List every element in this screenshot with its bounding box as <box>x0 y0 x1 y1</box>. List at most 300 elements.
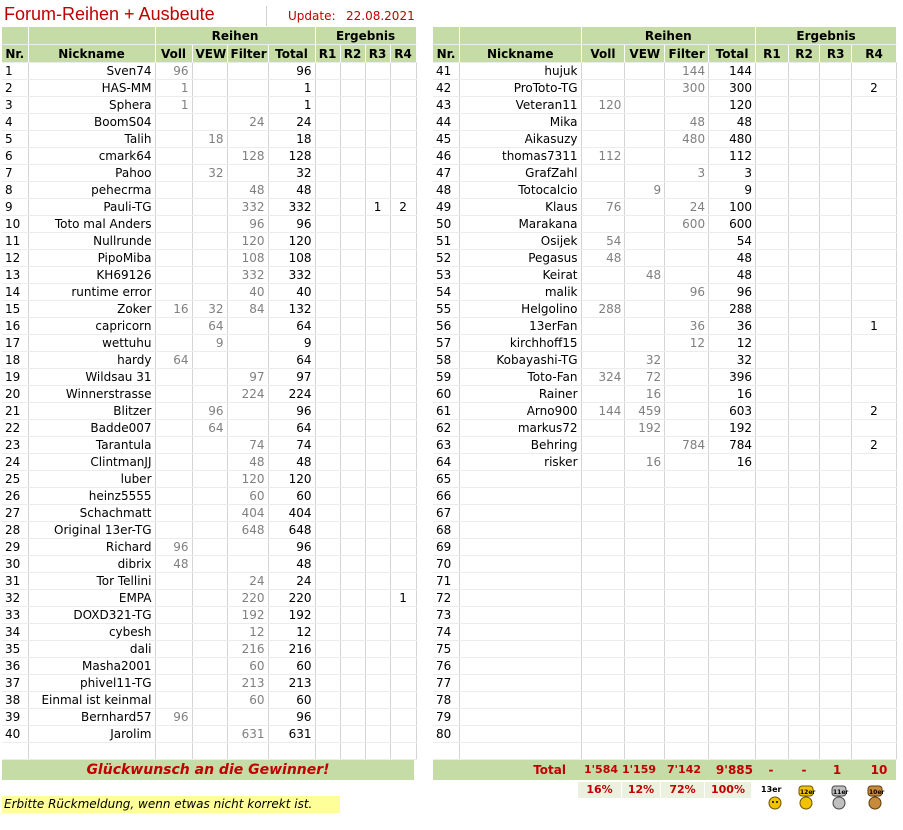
table-row <box>2 658 416 675</box>
cell-r2 <box>788 641 820 658</box>
cell-total: 128 <box>268 148 315 165</box>
cell-r1 <box>315 97 340 114</box>
cell-nick: HAS-MM <box>28 80 155 97</box>
cell-r2 <box>340 386 365 403</box>
cell-total: 3 <box>709 165 756 182</box>
cell-vew <box>625 556 665 573</box>
table-row <box>433 607 897 624</box>
cell-voll <box>155 420 192 437</box>
cell-r3 <box>365 624 390 641</box>
cell-total <box>709 709 756 726</box>
trophy-label: 11er <box>833 789 849 796</box>
cell-r3 <box>820 641 852 658</box>
cell-r3 <box>365 148 390 165</box>
total-total: 9'885 <box>715 763 753 777</box>
cell-total: 288 <box>709 301 756 318</box>
cell-voll <box>155 199 192 216</box>
cell-total: 631 <box>268 726 315 743</box>
cell-nr: 7 <box>2 165 28 182</box>
cell-r1 <box>756 199 789 216</box>
cell-total <box>709 590 756 607</box>
cell-r1 <box>315 420 340 437</box>
cell-nr: 1 <box>2 63 28 80</box>
cell-nr: 67 <box>433 505 460 522</box>
cell-r2 <box>340 471 365 488</box>
cell-r1 <box>756 726 789 743</box>
cell-filter: 12 <box>227 624 268 641</box>
cell-empty <box>433 743 460 760</box>
cell-nick: Original 13er-TG <box>28 522 155 539</box>
cell-vew <box>625 709 665 726</box>
cell-r4 <box>852 556 897 573</box>
cell-empty <box>756 743 789 760</box>
cell-r2 <box>340 352 365 369</box>
cell-r4 <box>390 318 416 335</box>
cell-voll <box>581 692 625 709</box>
cell-vew <box>192 216 227 233</box>
cell-r1 <box>315 556 340 573</box>
cell-r1 <box>756 709 789 726</box>
cell-vew <box>192 148 227 165</box>
header-blank <box>460 27 581 45</box>
cell-vew <box>192 556 227 573</box>
cell-filter <box>665 386 709 403</box>
cell-filter: 96 <box>665 284 709 301</box>
cell-r4 <box>390 505 416 522</box>
cell-r1 <box>756 131 789 148</box>
cell-filter: 120 <box>227 233 268 250</box>
table-row <box>2 505 416 522</box>
cell-total <box>709 488 756 505</box>
cell-r4 <box>390 573 416 590</box>
cell-r3 <box>820 505 852 522</box>
cell-r3 <box>820 556 852 573</box>
cell-voll <box>581 63 625 80</box>
cell-r3 <box>365 556 390 573</box>
cell-r1 <box>315 658 340 675</box>
cell-r1 <box>756 658 789 675</box>
cell-nick <box>460 556 581 573</box>
cell-filter: 220 <box>227 590 268 607</box>
cell-filter: 216 <box>227 641 268 658</box>
table-row <box>433 505 897 522</box>
cell-empty <box>268 743 315 760</box>
cell-filter <box>227 709 268 726</box>
cell-vew <box>192 539 227 556</box>
cell-r3 <box>365 114 390 131</box>
cell-total <box>709 658 756 675</box>
table-row <box>2 63 416 80</box>
cell-total: 1 <box>268 80 315 97</box>
table-row <box>433 369 897 386</box>
cell-nr: 45 <box>433 131 460 148</box>
cell-filter: 128 <box>227 148 268 165</box>
cell-voll <box>581 675 625 692</box>
cell-r4 <box>390 386 416 403</box>
table-row <box>2 216 416 233</box>
cell-voll <box>581 539 625 556</box>
header-r2: R2 <box>788 45 820 63</box>
cell-r3 <box>365 335 390 352</box>
cell-voll <box>155 641 192 658</box>
cell-voll <box>155 369 192 386</box>
cell-r4 <box>852 420 897 437</box>
table-row <box>433 335 897 352</box>
cell-nick: Mika <box>460 114 581 131</box>
cell-total: 60 <box>268 658 315 675</box>
cell-r2 <box>788 692 820 709</box>
cell-r2 <box>788 437 820 454</box>
cell-r1 <box>756 352 789 369</box>
table-row <box>433 556 897 573</box>
cell-nick: capricorn <box>28 318 155 335</box>
cell-r1 <box>756 267 789 284</box>
cell-nick: Pahoo <box>28 165 155 182</box>
cell-vew <box>625 539 665 556</box>
cell-nick: Toto-Fan <box>460 369 581 386</box>
cell-total: 112 <box>709 148 756 165</box>
cell-r2 <box>340 403 365 420</box>
cell-total: 96 <box>268 63 315 80</box>
cell-r3 <box>820 573 852 590</box>
cell-r2 <box>788 335 820 352</box>
cell-nr: 70 <box>433 556 460 573</box>
cell-r4 <box>852 573 897 590</box>
cell-nick: Masha2001 <box>28 658 155 675</box>
cell-nr: 51 <box>433 233 460 250</box>
cell-nr: 23 <box>2 437 28 454</box>
cell-nick: ProToto-TG <box>460 80 581 97</box>
cell-voll <box>155 165 192 182</box>
table-row <box>433 539 897 556</box>
cell-nr: 75 <box>433 641 460 658</box>
cell-nr: 42 <box>433 80 460 97</box>
cell-voll <box>155 182 192 199</box>
cell-filter: 600 <box>665 216 709 233</box>
cell-r1 <box>756 80 789 97</box>
cell-r3 <box>365 386 390 403</box>
cell-r2 <box>340 369 365 386</box>
cell-filter <box>665 148 709 165</box>
cell-r2 <box>788 709 820 726</box>
table-row <box>433 233 897 250</box>
cell-r1 <box>756 148 789 165</box>
cell-r3 <box>365 692 390 709</box>
table-row <box>433 726 897 743</box>
cell-vew <box>625 318 665 335</box>
cell-r1 <box>315 641 340 658</box>
cell-nr: 58 <box>433 352 460 369</box>
table-row <box>2 318 416 335</box>
table-row <box>433 97 897 114</box>
cell-nick: malik <box>460 284 581 301</box>
cell-nr: 2 <box>2 80 28 97</box>
pct-total: 100% <box>705 782 751 798</box>
cell-r1 <box>315 233 340 250</box>
cell-r4 <box>852 97 897 114</box>
cell-r1 <box>315 386 340 403</box>
table-row <box>433 454 897 471</box>
cell-nr: 78 <box>433 692 460 709</box>
cell-voll <box>581 318 625 335</box>
cell-filter: 404 <box>227 505 268 522</box>
cell-nr: 61 <box>433 403 460 420</box>
cell-r4 <box>852 386 897 403</box>
cell-voll <box>581 658 625 675</box>
cell-total: 300 <box>709 80 756 97</box>
cell-nick: wettuhu <box>28 335 155 352</box>
cell-r4 <box>390 607 416 624</box>
cell-r2 <box>788 216 820 233</box>
cell-nr: 25 <box>2 471 28 488</box>
cell-filter: 96 <box>227 216 268 233</box>
cell-filter: 480 <box>665 131 709 148</box>
cell-total <box>709 522 756 539</box>
cell-r1 <box>756 590 789 607</box>
cell-r4 <box>852 454 897 471</box>
cell-vew <box>192 199 227 216</box>
cell-vew <box>625 301 665 318</box>
cell-nr: 56 <box>433 318 460 335</box>
cell-vew <box>192 80 227 97</box>
cell-r4 <box>390 658 416 675</box>
cell-nick: Osijek <box>460 233 581 250</box>
cell-r2 <box>340 233 365 250</box>
cell-r2 <box>340 97 365 114</box>
cell-r4 <box>390 369 416 386</box>
cell-total <box>709 624 756 641</box>
cell-r2 <box>340 556 365 573</box>
table-row <box>2 709 416 726</box>
cell-nr: 60 <box>433 386 460 403</box>
cell-r1 <box>315 505 340 522</box>
cell-total: 603 <box>709 403 756 420</box>
cell-filter <box>227 352 268 369</box>
cell-r2 <box>340 63 365 80</box>
cell-filter <box>665 233 709 250</box>
cell-r2 <box>788 250 820 267</box>
cell-r4 <box>390 233 416 250</box>
cell-filter <box>665 471 709 488</box>
cell-r2 <box>340 607 365 624</box>
cell-r3 <box>820 658 852 675</box>
cell-nick: markus72 <box>460 420 581 437</box>
cell-voll <box>155 726 192 743</box>
cell-filter: 48 <box>227 454 268 471</box>
cell-filter <box>665 97 709 114</box>
cell-r2 <box>340 182 365 199</box>
cell-nr: 6 <box>2 148 28 165</box>
cell-r3 <box>365 726 390 743</box>
cell-r1 <box>315 539 340 556</box>
cell-r3 <box>820 335 852 352</box>
cell-filter: 74 <box>227 437 268 454</box>
cell-r2 <box>788 199 820 216</box>
pct-filter: 72% <box>661 782 704 798</box>
cell-nick: PipoMiba <box>28 250 155 267</box>
cell-r1 <box>756 692 789 709</box>
cell-r2 <box>788 318 820 335</box>
cell-nick: Einmal ist keinmal <box>28 692 155 709</box>
cell-r3 <box>820 80 852 97</box>
cell-voll <box>581 386 625 403</box>
cell-r3 <box>365 267 390 284</box>
cell-vew: 192 <box>625 420 665 437</box>
cell-nr: 34 <box>2 624 28 641</box>
cell-nr: 50 <box>433 216 460 233</box>
cell-voll: 48 <box>155 556 192 573</box>
total-r4: 10 <box>870 763 888 777</box>
cell-total: 18 <box>268 131 315 148</box>
cell-vew <box>625 437 665 454</box>
cell-empty <box>2 743 28 760</box>
cell-empty <box>390 743 416 760</box>
cell-r4 <box>390 352 416 369</box>
cell-nick: Bernhard57 <box>28 709 155 726</box>
cell-nick: hardy <box>28 352 155 369</box>
table-row <box>433 624 897 641</box>
cell-empty <box>665 743 709 760</box>
cell-voll <box>581 709 625 726</box>
cell-r1 <box>315 131 340 148</box>
cell-nr: 77 <box>433 675 460 692</box>
cell-r3 <box>365 658 390 675</box>
cell-r1 <box>315 63 340 80</box>
table-row <box>433 403 897 420</box>
table-row <box>2 437 416 454</box>
cell-nick: DOXD321-TG <box>28 607 155 624</box>
cell-r4 <box>390 284 416 301</box>
table-row <box>2 624 416 641</box>
cell-voll: 76 <box>581 199 625 216</box>
cell-nick <box>460 590 581 607</box>
cell-total: 60 <box>268 488 315 505</box>
cell-vew <box>192 97 227 114</box>
cell-filter <box>227 97 268 114</box>
total-r2: - <box>801 763 807 777</box>
cell-vew <box>192 454 227 471</box>
header-r2: R2 <box>340 45 365 63</box>
cell-r1 <box>756 641 789 658</box>
cell-r2 <box>788 539 820 556</box>
cell-r4 <box>852 692 897 709</box>
header-reihen: Reihen <box>155 27 315 45</box>
cell-nr: 44 <box>433 114 460 131</box>
right-results-table <box>433 27 897 760</box>
header-blank <box>433 27 460 45</box>
cell-nr: 31 <box>2 573 28 590</box>
cell-filter: 97 <box>227 369 268 386</box>
table-row <box>433 658 897 675</box>
cell-voll <box>155 216 192 233</box>
cell-r3 <box>365 488 390 505</box>
cell-voll <box>581 437 625 454</box>
cell-r3 <box>365 420 390 437</box>
header-voll: Voll <box>155 45 192 63</box>
cell-nr: 76 <box>433 658 460 675</box>
cell-r1 <box>315 114 340 131</box>
cell-vew <box>625 522 665 539</box>
cell-r3 <box>820 624 852 641</box>
cell-r1 <box>315 675 340 692</box>
cell-vew <box>192 182 227 199</box>
cell-r2 <box>788 267 820 284</box>
cell-nr: 52 <box>433 250 460 267</box>
cell-voll: 54 <box>581 233 625 250</box>
cell-nick: Richard <box>28 539 155 556</box>
cell-total <box>709 726 756 743</box>
cell-r4 <box>390 709 416 726</box>
cell-total: 192 <box>709 420 756 437</box>
cell-filter: 648 <box>227 522 268 539</box>
cell-nick: Kobayashi-TG <box>460 352 581 369</box>
cell-r1 <box>315 182 340 199</box>
header-ergebnis: Ergebnis <box>756 27 897 45</box>
cell-filter <box>665 658 709 675</box>
cell-nr: 20 <box>2 386 28 403</box>
cell-r2 <box>788 97 820 114</box>
cell-r4 <box>390 114 416 131</box>
cell-r4 <box>390 301 416 318</box>
cell-nr: 8 <box>2 182 28 199</box>
cell-vew <box>192 675 227 692</box>
cell-r3 <box>820 369 852 386</box>
cell-filter: 144 <box>665 63 709 80</box>
cell-r4 <box>852 216 897 233</box>
cell-r2 <box>340 488 365 505</box>
cell-vew <box>625 97 665 114</box>
table-row <box>2 165 416 182</box>
cell-r4 <box>390 216 416 233</box>
table-row <box>2 369 416 386</box>
cell-nick: Winnerstrasse <box>28 386 155 403</box>
cell-r3 <box>820 216 852 233</box>
cell-nr: 59 <box>433 369 460 386</box>
cell-r1 <box>315 335 340 352</box>
header-blank <box>28 27 155 45</box>
cell-nick: Talih <box>28 131 155 148</box>
cell-total: 396 <box>709 369 756 386</box>
cell-voll <box>155 675 192 692</box>
cell-vew <box>192 590 227 607</box>
cell-vew <box>192 267 227 284</box>
cell-r3 <box>820 454 852 471</box>
cell-total: 96 <box>268 403 315 420</box>
cell-total: 32 <box>268 165 315 182</box>
cell-r4 <box>852 182 897 199</box>
cell-total: 48 <box>709 250 756 267</box>
cell-filter <box>665 267 709 284</box>
cell-r3 <box>365 607 390 624</box>
table-row <box>433 148 897 165</box>
cell-r2 <box>788 505 820 522</box>
cell-r2 <box>788 675 820 692</box>
cell-r2 <box>340 199 365 216</box>
total-filter: 7'142 <box>667 763 701 776</box>
cell-vew <box>192 709 227 726</box>
cell-nick <box>460 488 581 505</box>
cell-r4 <box>390 726 416 743</box>
cell-voll <box>581 454 625 471</box>
cell-nick: Klaus <box>460 199 581 216</box>
cell-filter: 332 <box>227 199 268 216</box>
cell-r4 <box>390 522 416 539</box>
cell-r4 <box>852 165 897 182</box>
cell-nick <box>460 692 581 709</box>
cell-r3 <box>365 80 390 97</box>
cell-nick <box>460 641 581 658</box>
cell-nick: dibrix <box>28 556 155 573</box>
